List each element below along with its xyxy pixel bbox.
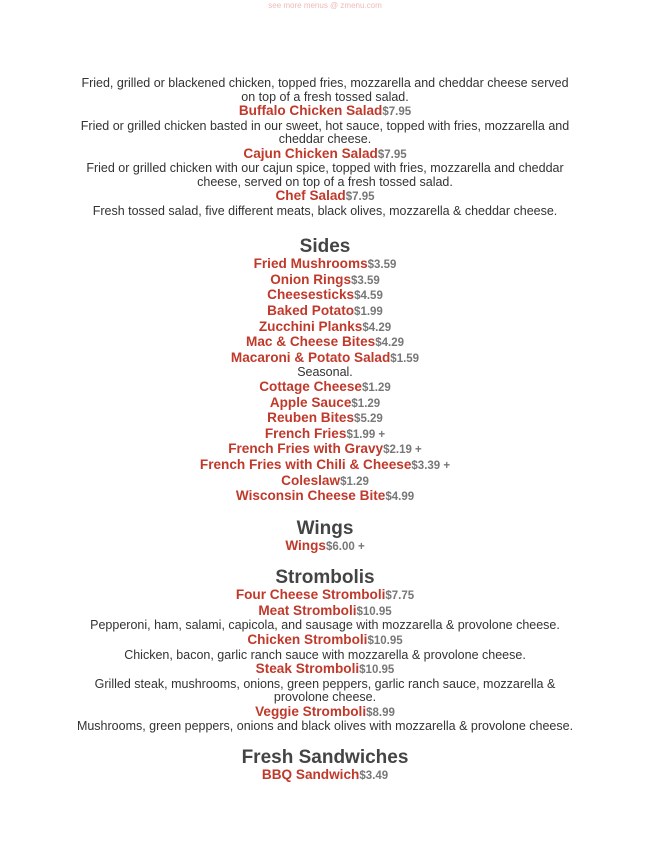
menu-content	[75, 77, 575, 783]
item-price: $2.19 +	[383, 444, 422, 457]
item-price: $4.29	[375, 337, 404, 350]
item-price: $6.00 +	[325, 540, 365, 553]
menu-item	[75, 539, 575, 555]
item-description: Fried or grilled chicken basted in our sweet, hot sauce, topped with fries, mozzarella and cheddar cheese.	[80, 118, 570, 147]
menu-item	[75, 396, 575, 412]
item-name: Veggie Stromboli	[255, 703, 367, 719]
menu-item	[75, 705, 575, 721]
menu-item	[75, 427, 575, 443]
item-price: $3.59	[351, 274, 380, 287]
item-price: $3.59	[367, 259, 397, 272]
item-description: Fried, grilled or blackened chicken, topped fries, mozzarella and cheddar cheese served on top of a fresh tossed salad.	[81, 76, 569, 104]
item-price: $10.95	[367, 634, 403, 647]
section-title: Wings	[296, 517, 354, 539]
menu-item	[75, 458, 575, 474]
item-name: Baked Potato	[267, 303, 355, 319]
item-price: $4.29	[362, 321, 392, 334]
item-name: Cheesesticks	[267, 287, 355, 303]
item-price: $4.99	[385, 491, 415, 504]
item-description: Fresh tossed salad, five different meats, black olives, mozzarella & cheddar cheese.	[92, 203, 558, 218]
item-price: $1.29	[340, 475, 369, 488]
item-description: Pepperoni, ham, salami, capicola, and sausage with mozzarella & provolone cheese.	[90, 618, 560, 633]
item-description: Grilled steak, mushrooms, onions, green peppers, garlic ranch sauce, mozzarella & provolone cheese.	[94, 676, 556, 705]
item-description: Chicken, bacon, garlic ranch sauce with mozzarella & provolone cheese.	[124, 647, 526, 662]
item-description: Mushrooms, green peppers, onions and black olives with mozzarella & provolone cheese.	[76, 719, 574, 734]
menu-item	[75, 104, 575, 120]
menu-item	[75, 474, 575, 490]
item-name: Onion Rings	[270, 271, 352, 287]
item-name: BBQ Sandwich	[261, 766, 360, 782]
item-name: Macaroni & Potato Salad	[230, 349, 391, 365]
item-name: Zucchini Planks	[258, 318, 363, 334]
item-price: $10.95	[359, 664, 395, 677]
menu-item	[75, 588, 575, 604]
menu-item	[75, 273, 575, 289]
sides-section	[75, 236, 575, 504]
item-price: $5.29	[354, 413, 383, 426]
menu-item	[75, 768, 575, 784]
salads-list	[75, 104, 575, 218]
item-price: $7.75	[385, 590, 415, 603]
item-name: Steak Stromboli	[255, 661, 360, 677]
item-name: Reuben Bites	[267, 410, 355, 426]
item-name: Meat Stromboli	[258, 602, 357, 618]
item-price: $7.95	[382, 106, 412, 118]
item-price: $1.29	[351, 397, 381, 410]
menu-item	[75, 335, 575, 351]
item-price: $1.29	[361, 381, 391, 394]
item-price: $3.39 +	[411, 459, 451, 472]
item-name: Fried Mushrooms	[253, 256, 368, 272]
wings-section	[75, 518, 575, 555]
menu-item	[75, 411, 575, 427]
watermark-link[interactable]: see more menus @ zmenu.com	[268, 1, 382, 10]
item-price: $1.59	[390, 352, 420, 365]
menu-item	[75, 147, 575, 163]
item-description: Seasonal.	[297, 365, 353, 380]
item-price: $7.95	[377, 148, 407, 161]
item-price: $4.59	[354, 290, 383, 303]
item-price: $1.99 +	[346, 428, 386, 441]
item-name: Chicken Stromboli	[247, 631, 368, 647]
menu-item	[75, 189, 575, 205]
strombolis-section	[75, 567, 575, 733]
item-price: $7.95	[345, 191, 375, 204]
item-name: French Fries	[264, 425, 347, 441]
item-name: Cottage Cheese	[259, 378, 362, 394]
menu-item	[75, 351, 575, 367]
section-title: Fresh Sandwiches	[241, 746, 409, 768]
sandwiches-section	[75, 747, 575, 784]
item-name: Apple Sauce	[269, 394, 352, 410]
menu-item	[75, 489, 575, 505]
section-title: Strombolis	[275, 567, 375, 589]
menu-item	[75, 288, 575, 304]
item-name: French Fries with Gravy	[228, 441, 384, 457]
item-name: Four Cheese Stromboli	[235, 587, 386, 603]
item-price: $1.99	[354, 306, 383, 319]
item-name: Wings	[285, 537, 326, 553]
item-name: Mac & Cheese Bites	[246, 334, 376, 350]
item-name: Wisconsin Cheese Bite	[235, 488, 386, 504]
item-name: Cajun Chicken Salad	[243, 145, 378, 161]
item-name: French Fries with Chili & Cheese	[199, 456, 412, 472]
menu-item	[75, 380, 575, 396]
menu-item	[75, 304, 575, 320]
menu-item	[75, 604, 575, 620]
item-price: $8.99	[366, 706, 395, 719]
menu-item	[75, 257, 575, 273]
item-price: $10.95	[356, 605, 392, 618]
item-name: Buffalo Chicken Salad	[238, 103, 383, 118]
menu-item	[75, 633, 575, 649]
menu-item	[75, 662, 575, 678]
item-price: $3.49	[359, 769, 389, 782]
item-name: Chef Salad	[275, 188, 346, 204]
section-title: Sides	[299, 236, 351, 258]
menu-item	[75, 442, 575, 458]
menu-item	[75, 320, 575, 336]
item-description: Fried or grilled chicken with our cajun spice, topped with fries, mozzarella and cheddar cheese, served on top of a fresh tossed salad.	[86, 161, 564, 189]
item-name: Coleslaw	[281, 472, 341, 488]
